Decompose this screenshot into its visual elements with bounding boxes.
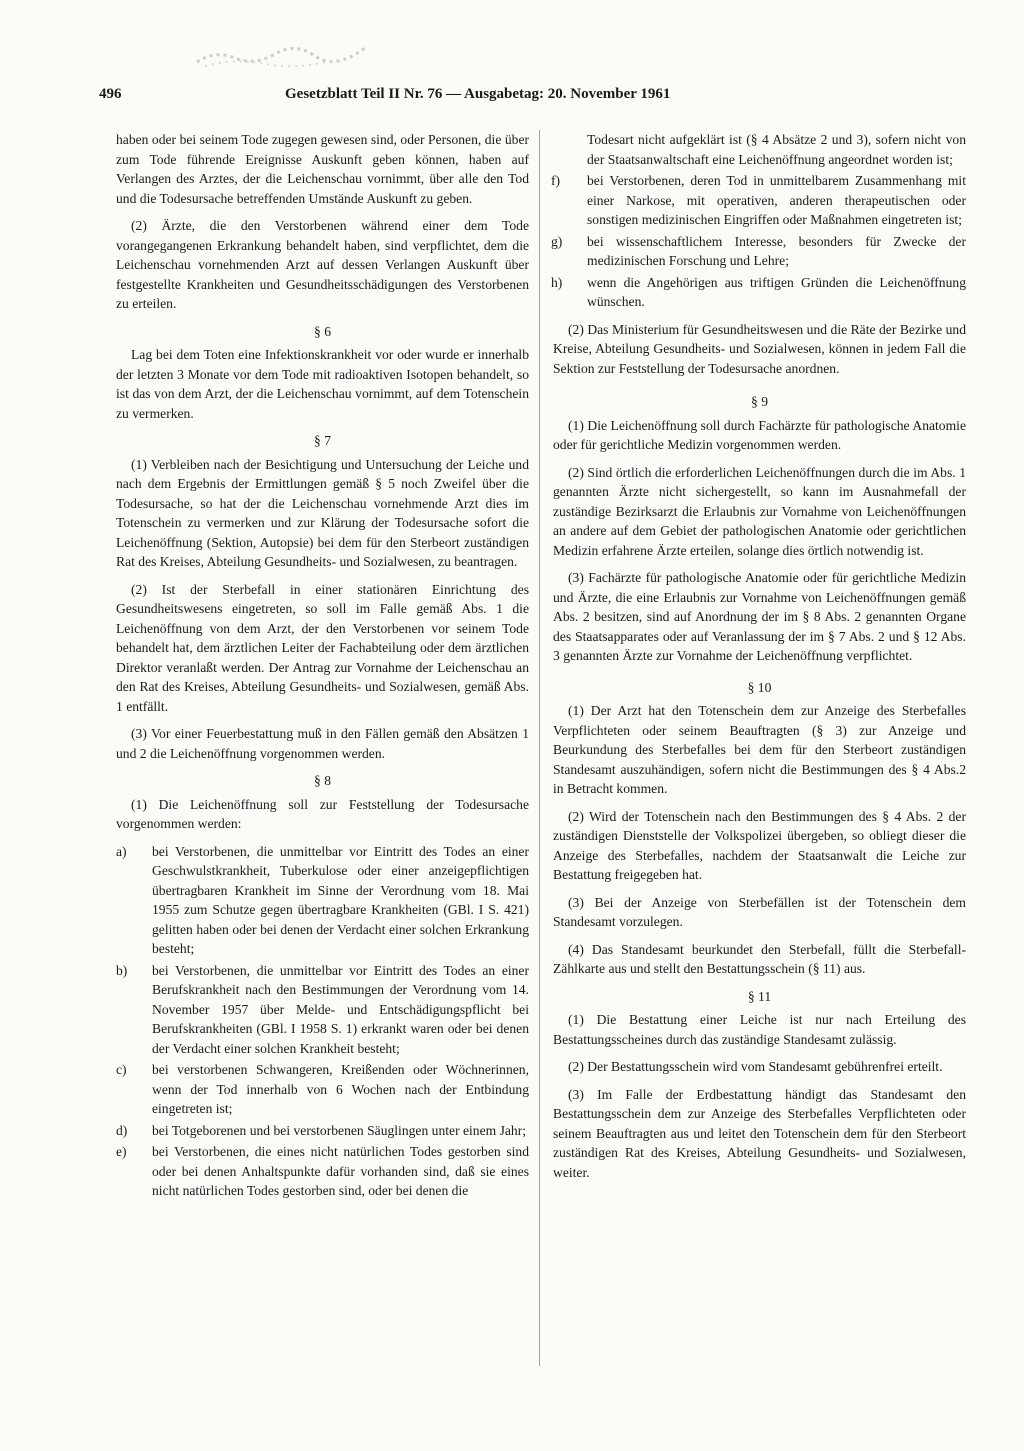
list-letter: g) — [551, 233, 563, 249]
gazette-title: Gesetzblatt Teil II Nr. 76 — Ausgabetag: 20. November 1961 — [285, 86, 671, 102]
list-text: bei verstorbenen Schwangeren, Kreißenden oder Wöchnerinnen, wenn der Tod innerhalb von 6 Wochen nach der Entbindung eingetreten ist; — [152, 1062, 529, 1116]
section-heading: § 11 — [747, 988, 772, 1004]
right-column — [553, 130, 966, 1190]
paragraph: (4) Das Standesamt beurkundet den Sterbefall, füllt die Sterbefall-Zählkarte aus und stellt den Bestattungsschein (§ 11) aus. — [553, 941, 966, 976]
list — [553, 130, 966, 312]
list-item — [116, 1121, 529, 1141]
list-letter: f) — [551, 173, 561, 188]
section-heading: § 7 — [314, 433, 331, 448]
list-text: bei Totgeborenen und bei verstorbenen Säuglingen unter einem Jahr; — [152, 1122, 527, 1138]
paragraph: Lag bei dem Toten eine Infektionskrankheit vor oder wurde er innerhalb der letzten 3 Monate vor dem Tode mit radioaktiven Isotopen behandelt, so ist das von dem Arzt, der die Leichenschau vornimmt, auf dem Totenschein zu vermerken. — [116, 347, 529, 421]
paragraph: (2) Ärzte, die den Verstorbenen während einer dem Tode vorangegangenen Erkrankung behandelt haben, sind verpflichtet, dem die Leichenschau vornehmenden Arzt auf dessen Verlangen Auskunft über festgestellte Krankheiten und Gesundheitsschädigungen des Verstorbenen zu erteilen. — [116, 218, 529, 311]
section-heading: § 9 — [751, 394, 768, 409]
list-item — [116, 1060, 529, 1119]
list-item — [116, 1142, 529, 1201]
paragraph: (3) Vor einer Feuerbestattung muß in den Fällen gemäß den Absätzen 1 und 2 die Leichenöffnung vorgenommen werden. — [116, 726, 529, 761]
paragraph: haben oder bei seinem Tode zugegen gewesen sind, oder Personen, die über zum Tode führende Ereignisse Auskunft geben können, haben auf Verlangen des Arztes, der die Leichenschau vornimmt, über alle den Tod und die Todesursache betreffenden Umstände Auskunft zu geben. — [116, 132, 529, 206]
paragraph: (2) Der Bestattungsschein wird vom Standesamt gebührenfrei erteilt. — [568, 1059, 943, 1074]
list-item — [116, 842, 529, 959]
list-text: bei Verstorbenen, die eines nicht natürlichen Todes gestorben sind oder bei denen Anhaltspunkte dafür vorhanden sind, daß sie eines nicht natürlichen Todes gestorben sind, oder bei denen die — [152, 1144, 529, 1198]
paragraph: (3) Im Falle der Erdbestattung händigt das Standesamt den Bestattungsschein dem zur Anzeige des Sterbefalles Verpflichteten oder seinem Beauftragten aus und leitet den Totenschein dem für den Sterbeort zuständigen Rat des Kreises, Abteilung Gesundheits- und Sozialwesen, weiter. — [553, 1086, 966, 1180]
list-item — [553, 171, 966, 230]
paragraph: (2) Sind örtlich die erforderlichen Leichenöffnungen durch die im Abs. 1 genannten Ärzte nicht sichergestellt, so kann im Ausnahmefall der zuständige Bezirksarzt die Erlaubnis zur Vornahme von Leichenöffnungen an andere auf dem Gebiet der pathologischen Anatomie oder gerichtlichen Medizin erfahrene Ärzte erteilen, solange dies örtlich notwendig ist. — [553, 464, 966, 558]
paragraph: (1) Die Bestattung einer Leiche ist nur nach Erteilung des Bestattungsscheines durch das zuständige Standesamt zulässig. — [553, 1012, 966, 1047]
list-text: bei Verstorbenen, die unmittelbar vor Eintritt des Todes an einer Geschwulstkrankheit, Tuberkulose oder einer anzeigepflichtigen übertragbaren Krankheit im Sinne der Verordnung vom 18. Mai 1955 zum Schutze gegen übertragbare Krankheiten (GBl. I S. 421) gelitten haben oder bei denen der Verdacht einer solchen Erkrankung besteht; — [152, 843, 529, 956]
list-text: wenn die Angehörigen aus triftigen Gründen die Leichenöffnung wünschen. — [587, 274, 966, 309]
list — [116, 842, 529, 1201]
list-item — [116, 961, 529, 1059]
page-header — [99, 86, 789, 108]
paragraph: (1) Der Arzt hat den Totenschein dem zur Anzeige des Sterbefalles Verpflichteten oder seinem Beauftragten (§ 3) zur Anzeige und Beurkundung des Sterbefalles bei dem für den Sterbeort zuständigen Standesamt auszuhändigen, sofern nicht die Bestimmungen des § 4 Abs.2 in Betracht kommen. — [553, 703, 966, 796]
list-item — [553, 273, 966, 312]
section-heading: § 6 — [314, 323, 331, 339]
list-text: bei wissenschaftlichem Interesse, besonders für Zwecke der medizinischen Forschung und Lehre; — [587, 233, 966, 268]
list-text: bei Verstorbenen, die unmittelbar vor Eintritt des Todes an einer Berufskrankheit nach den Bestimmungen der Verordnung vom 14. November 1957 über Melde- und Entschädigungspflicht bei Berufskrankheiten (GBl. I 1958 S. 1) erkrankt waren oder bei denen der Verdacht einer solchen Krankheit besteht; — [152, 962, 529, 1056]
list-letter: c) — [116, 1062, 127, 1077]
paragraph: (3) Bei der Anzeige von Sterbefällen ist der Totenschein dem Standesamt vorzulegen. — [553, 894, 966, 929]
paragraph: (2) Wird der Totenschein nach den Bestimmungen des § 4 Abs. 2 der zuständigen Dienststelle der Volkspolizei übergeben, so obliegt dieser die Anzeige des Sterbefalles, nachdem der Staatsanwalt die Leiche zur Bestattung freigegeben hat. — [553, 808, 966, 882]
column-divider — [539, 130, 540, 1366]
page-number: 496 — [99, 86, 122, 102]
paragraph: (1) Verbleiben nach der Besichtigung und Untersuchung der Leiche und nach dem Ergebnis der Ermittlungen gemäß § 5 noch Zweifel über die Todesursache, so hat der die Leichenschau vornehmende Arzt dies im Totenschein zu vermerken und zur Klärung der Todesursache sofort die Leichenöffnung (Sektion, Autopsie) bei dem für den Sterbeort zuständigen Rat des Kreises, Abteilung Gesundheits- und Sozialwesen, zu beantragen. — [116, 456, 529, 569]
list-letter: a) — [116, 843, 127, 859]
section-heading: § 10 — [747, 679, 772, 695]
list-letter: d) — [116, 1122, 128, 1138]
list-text: bei Verstorbenen, deren Tod in unmittelbarem Zusammenhang mit einer Narkose, mit operativen, anderen therapeutischen oder sonstigen medizinischen Eingriffen oder Maßnahmen eingetreten ist; — [587, 173, 966, 227]
paragraph: (1) Die Leichenöffnung soll zur Feststellung der Todesursache vorgenommen werden: — [116, 796, 529, 831]
list-item — [553, 232, 966, 271]
left-column — [116, 130, 529, 1203]
list-text: Todesart nicht aufgeklärt ist (§ 4 Absätze 2 und 3), sofern nicht von der Staatsanwaltschaft eine Leichenöffnung angeordnet worden ist; — [587, 132, 966, 167]
paragraph: (3) Fachärzte für pathologische Anatomie oder für gerichtliche Medizin und Ärzte, die eine Erlaubnis zur Vornahme von Leichenöffnungen gemäß Abs. 2 besitzen, sind auf Anordnung der im § 8 Abs. 2 genannten Organe des Staatsapparates oder auf Veranlassung der im § 7 Abs. 2 und § 12 Abs. 3 genannten Ärzte zur Vornahme der Leichenöffnung verpflichtet. — [553, 570, 966, 663]
paragraph: (2) Ist der Sterbefall in einer stationären Einrichtung des Gesundheitswesens eingetreten, so soll im Falle gemäß Abs. 1 die Leichenöffnung von dem Arzt, der den Verstorbenen vor seinem Tode behandelt hat, dem ärztlichen Leiter der Fachabteilung oder dem ärztlichen Direktor veranlaßt werden. Der Antrag zur Vornahme der Leichenschau an den Rat des Kreises, Abteilung Gesundheits- und Sozialwesen, gemäß Abs. 1 entfällt. — [116, 581, 529, 714]
paragraph: (2) Das Ministerium für Gesundheitswesen und die Räte der Bezirke und Kreise, Abteilung Gesundheits- und Sozialwesen, können in jedem Fall die Sektion zur Feststellung der Todesursache anordnen. — [553, 321, 966, 376]
stamp-smudge — [195, 40, 370, 70]
section-heading: § 8 — [314, 773, 331, 788]
list-letter: e) — [116, 1144, 127, 1159]
list-letter: h) — [551, 274, 563, 290]
list-letter: b) — [116, 962, 128, 978]
paragraph: (1) Die Leichenöffnung soll durch Fachärzte für pathologische Anatomie oder für gerichtliche Medizin vorgenommen werden. — [553, 417, 966, 452]
list-item-continuation — [553, 130, 966, 169]
